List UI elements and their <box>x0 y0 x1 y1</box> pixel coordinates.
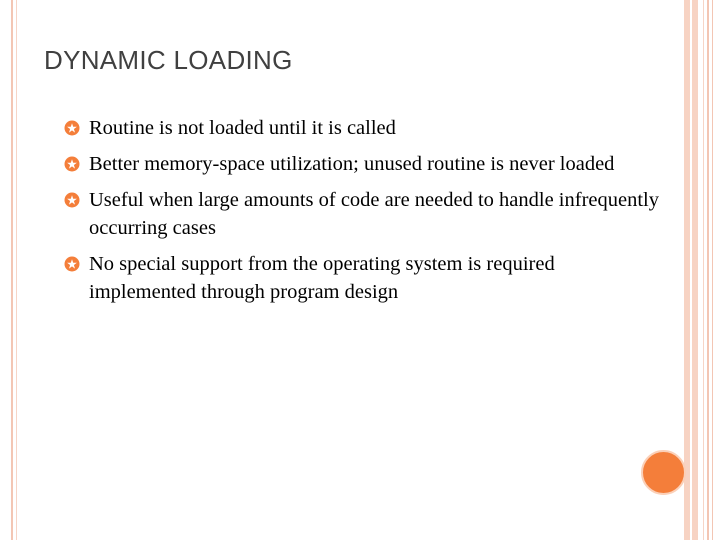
bullet-text: Useful when large amounts of code are needed to handle infrequently occurring cases <box>89 189 659 239</box>
bullet-item-3 <box>64 186 664 242</box>
bullet-icon <box>64 192 80 208</box>
bullet-item-4 <box>64 250 664 306</box>
bullet-text: Better memory-space utilization; unused routine is never loaded <box>89 153 615 175</box>
right-strip-edge <box>712 0 713 540</box>
bullet-icon <box>64 156 80 172</box>
slide-title: DYNAMIC LOADING <box>44 45 293 75</box>
bullet-item-1 <box>64 114 664 142</box>
bullet-list <box>64 114 664 314</box>
bullet-icon <box>64 256 80 272</box>
bullet-icon <box>64 120 80 136</box>
bullet-item-2 <box>64 150 664 178</box>
right-strip-divider <box>690 0 692 540</box>
bullet-text: No special support from the operating system is required implemented through program design <box>89 253 555 303</box>
decorative-circle <box>641 450 686 495</box>
bullet-text: Routine is not loaded until it is called <box>89 117 396 139</box>
